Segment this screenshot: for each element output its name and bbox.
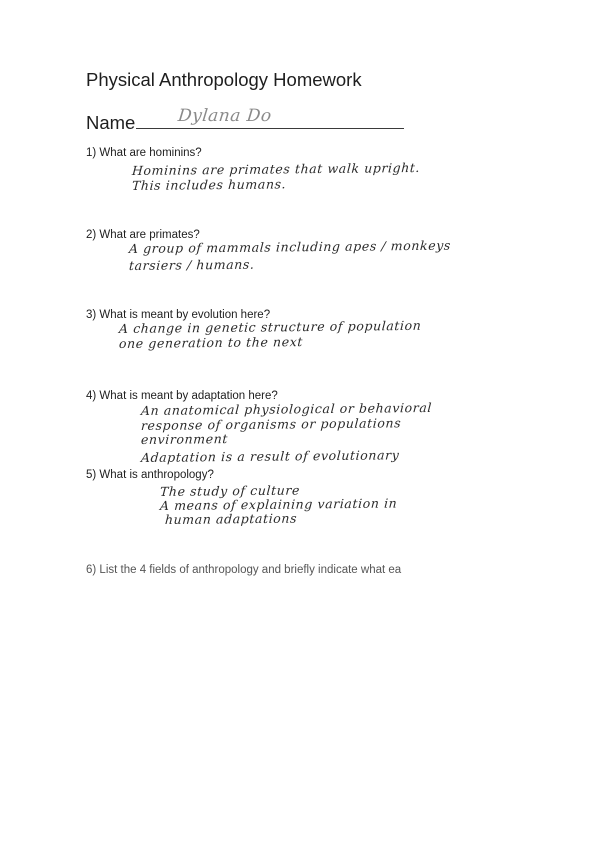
question-4-prompt: 4) What is meant by adaptation here? xyxy=(86,390,278,402)
question-2-answer-line-2: tarsiers / humans. xyxy=(128,256,255,273)
question-1-answer-line-1: Hominins are primates that walk upright. xyxy=(131,159,421,178)
question-6-prompt-cutoff xyxy=(86,563,402,576)
question-2-prompt: 2) What are primates? xyxy=(86,229,200,241)
question-4-answer-line-1: An anatomical physiological or behavioral xyxy=(140,399,433,418)
question-3-prompt: 3) What is meant by evolution here? xyxy=(86,309,271,321)
page-title: Physical Anthropology Homework xyxy=(86,69,362,90)
question-3-answer-line-1: A change in genetic structure of population xyxy=(118,317,422,336)
question-1-prompt: 1) What are hominins? xyxy=(86,147,202,159)
question-5-answer-line-3: human adaptations xyxy=(164,510,298,527)
question-2-answer-line-1: A group of mammals including apes / monkeys xyxy=(128,237,452,256)
question-5-answer-line-1: The study of culture xyxy=(159,482,301,499)
name-handwritten: Dylana Do xyxy=(176,106,273,126)
question-1-answer-line-2: This includes humans. xyxy=(131,176,287,193)
name-underline xyxy=(136,128,404,129)
name-label: Name xyxy=(86,112,136,133)
question-5-answer-line-2: A means of explaining variation in xyxy=(159,495,398,513)
question-4-answer-line-4: Adaptation is a result of evolutionary xyxy=(140,447,400,465)
question-4-answer-line-3: environment xyxy=(140,431,229,447)
question-3-answer-line-2: one generation to the next xyxy=(118,334,304,351)
question-4-answer-line-2: response of organisms or populations xyxy=(140,415,402,433)
question-6-prompt-text: 6) List the 4 fields of anthropology and briefly indicate what ea xyxy=(86,564,402,576)
question-5-prompt: 5) What is anthropology? xyxy=(86,469,214,481)
